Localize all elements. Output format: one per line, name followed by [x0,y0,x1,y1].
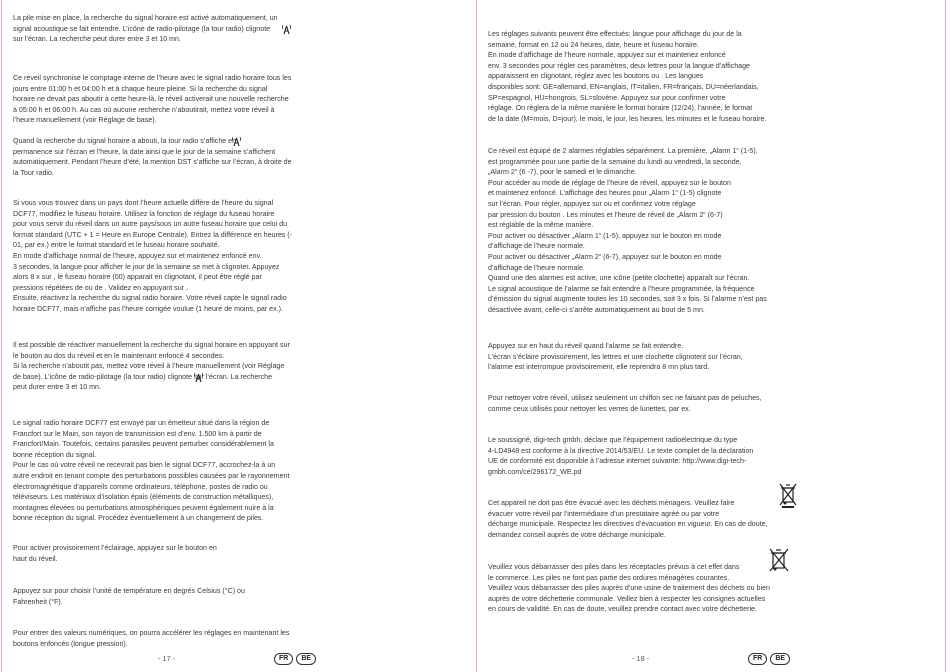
radio-tower-icon [282,24,291,35]
paragraph-disposal-device: Cet appareil ne doit pas être évacué avec les déchets ménagers. Veuillez faire évacuer votre réveil par l’intermédiaire d’un prestataire agréé ou par votre décharge municipale. Respectez les directives d’évacuation en vigueur. En cas de doute, demandez conseil auprès de votre décharge municipale. [488,499,768,539]
radio-tower-icon [232,136,241,147]
language-badges [274,653,316,665]
page-edge-middle [476,0,477,672]
paragraph-temperature-unit: Appuyez sur pour choisir l’unité de température en degrés Celsius (°C) ou Fahrenheit (°F). [13,587,245,606]
language-badge-be: BE [770,653,790,665]
paragraph-cleaning: Pour nettoyer votre réveil, utilisez seulement un chiffon sec ne faisant pas de peluches, comme ceux utilisés pour nettoyer les verres de lunettes, par ex. [488,394,762,413]
language-badge-fr: FR [274,653,293,665]
paragraph-dcf77-reception: Le signal radio horaire DCF77 est envoyé par un émetteur situé dans la région de Francfort sur le Main, son rayon de transmission est d’env. 1.500 km à partir de Francfort/Main. Toutefois, certains parasites peuvent perturber considérablement la bonne réception du signal. Pour le cas où votre réveil ne recevrait pas bien le signal DCF77, accrochez-la à un autre endroit en tenant compte des perturbations possibles causées par le rayonnement électromagnétique d’appareils comme ordinateurs, téléphone, postes de radio ou téléviseurs. Les matériaux d’isolation épais (éléments de construction métalliques), montagnes élevées ou perturbations atmosphériques peuvent également nuire à la bonne réception du signal. Procédez éventuellement à un changement de piles. [13,419,290,523]
paragraph-synchronisation: Ce réveil synchronise le comptage interne de l’heure avec le signal radio horaire tous les jours entre 01:00 h et 04:00 h et à chaque heure pleine. Si la recherche du signal horaire ne devait pas aboutir à cette heure-là, le réveil activerait une nouvelle recherche à 05:00 h et 06:00 h. Au cas où aucune recherche n’aboutirait, mettez votre réveil à l’heure manuellement (voir Réglage de base). [13,74,292,125]
language-badge-fr: FR [748,653,767,665]
paragraph-alarms: Ce réveil est équipé de 2 alarmes réglables séparément. La première, „Alarm 1“ (1-5), est programmée pour une partie de la semaine du lundi au vendredi, la seconde, „Alarm 2“ (6 -7), pour le samedi et le dimanche. Pour accéder au mode de réglage de l’heure de réveil, appuyez sur le bouton et maintenez enfoncé. L’affichage des heures pour „Alarm 1“ (1-5) clignote sur l’écran. Pour régler, appuyez sur ou et confirmez votre réglage par pression du bouton . Les minutes et l’heure de réveil de „Alarm 2“ (6-7) est réglable de la même manière. Pour activer ou désactiver „Alarm 1“ (1-5), appuyez sur le bouton en mode d’affichage de l’heure normale. Pour activer ou désactiver „Alarm 2“ (6-7), appuyez sur le bouton en mode d’affichage de l’heure normale. Quand une des alarmes est active, une icône (petite clochette) apparaît sur l’écran. Le signal acoustique de l’alarme se fait entendre à l’heure programmée, la fréquence d’émission du signal augmente toutes les 10 secondes, soit 3 x fois. Si l’alarme n’est pas désactivée avant, celle-ci s’arrête automatiquement au bout de 5 mn. [488,147,767,314]
crossed-battery-bin-icon [768,547,790,573]
paragraph-signal-search: La pile mise en place, la recherche du signal horaire est activé automatiquement, un signal acoustique se fait entendre. L’icône de radio-pilotage (la tour radio) clignote sur l’écran. La recherche peut durer entre 3 et 10 mn. [13,14,278,44]
page-edge-left [1,0,2,672]
paragraph-conformity: Le soussigné, digi-tech gmbh, déclare que l’équipement radioélectrique du type 4-LD4948 est conforme à la directive 2014/53/EU. Le texte complet de la déclaration UE de conformité est disponible à l’adresse internet suivante: http://www.digi-tech- gmbh.com/ce/296172_WE.pd [488,436,754,476]
right-page [476,0,950,672]
language-badges [748,653,790,665]
paragraph-snooze: Appuyez sur en haut du réveil quand l’alarme se fait entendre. L’écran s’éclaire provisoirement, les lettres et une clochette clignotent sur l’écran, l’alarme est interrompue provisoirement, elle reprendra 8 mn plus tard. [488,342,743,372]
radio-tower-icon [194,372,203,383]
paragraph-fast-setting: Pour entrer des valeurs numériques, on pourra accélérer les réglages en maintenant les boutons enfoncés (longue pression). [13,629,290,648]
paragraph-time-zone: Si vous vous trouvez dans un pays dont l’heure actuelle diffère de l’heure du signal DCF77, modifiez le fuseau horaire. Utilisez la fonction de réglage du fuseau horaire pour vous servir du réveil dans un autre pays/sous un autre fuseau horaire que celui du format standard (UTC + 1 = Heure en Europe Centrale). Entrez la différence en heures (- 01, par ex.) entre le format standard et le fuseau horaire souhaité. En mode d’affichage normal de l’heure, appuyez sur et maintenez enfoncé env. 3 secondes, la langue pour afficher le jour de la semaine se met à clignoter. Appuyez alors 8 x sur , le fuseau horaire (00) apparait en clignotant, il peut être réglé par pressions répétées de ou de . Validez en appuyant sur . Ensuite, réactivez la recherche du signal radio horaire. Votre réveil capte le signal radio horaire DCF77, mais n’affiche pas l’heure corrigée voulue (1 heure de moins, par ex.). [13,199,293,313]
language-badge-be: BE [296,653,316,665]
paragraph-backlight: Pour activer provisoirement l’éclairage, appuyez sur le bouton en haut du réveil. [13,544,217,563]
paragraph-disposal-batteries: Veuillez vous débarrasser des piles dans les réceptacles prévus à cet effet dans le commerce. Les piles ne font pas partie des ordures ménagères courantes. Veuillez vous débarrasser des piles auprès d’une usine de traitement des déchets ou bien auprès de votre déchetterie communale. Veillez bien à respecter les consignes actuelles en cours de validité. En cas de doute, veuillez prendre contact avec votre déchetterie. [488,563,770,614]
paragraph-basic-settings: Les réglages suivants peuvent être effectués: langue pour affichage du jour de la semaine, format en 12 ou 24 heures, date, heure et fuseau horaire. En mode d’affichage de l’heure normale, appuyez sur et maintenez enfoncé env. 3 secondes pour régler ces paramètres, deux lettres pour la langue d’affichage apparaissent en clignotant, réglez avec les boutons ou . Les langues disponibles sont: GE=allemand, EN=anglais, IT=italien, FR=français, DU=néerlandais, SP=espagnol, HU=hongrois, SL=slovène. Appuyez sur pour confirmer votre réglage. On règlera de la même manière le format horaire (12/24), l’année, le format de la date (M=mois, D=jour), le mois, le jour, les heures, les minutes et le fuseau horaire. [488,30,767,123]
page-number: - 17 - [158,654,176,663]
page-edge-right [945,0,946,672]
crossed-bin-icon [778,482,798,508]
paragraph-reception-success: Quand la recherche du signal horaire a abouti, la tour radio s’affiche en permanence sur l’écran et l’heure, la date ainsi que le jour de la semaine s’affichent automatiquement. Pendant l’heure d’été, la mention DST s’affiche sur l’écran, à droite de la Tour radio. [13,137,292,177]
paragraph-manual-search: Il est possible de réactiver manuellement la recherche du signal horaire en appuyant sur le bouton au dos du réveil et en le maintenant enfoncé 4 secondes. Si la recherche n’aboutit pas, mettez votre réveil à l’heure manuellement (voir Réglage de base). L’icône de radio-pilotage (la tour radio) clignote sur l’écran. La recherche peut durer entre 3 et 10 mn. [13,341,290,392]
page-number: - 18 - [632,654,650,663]
